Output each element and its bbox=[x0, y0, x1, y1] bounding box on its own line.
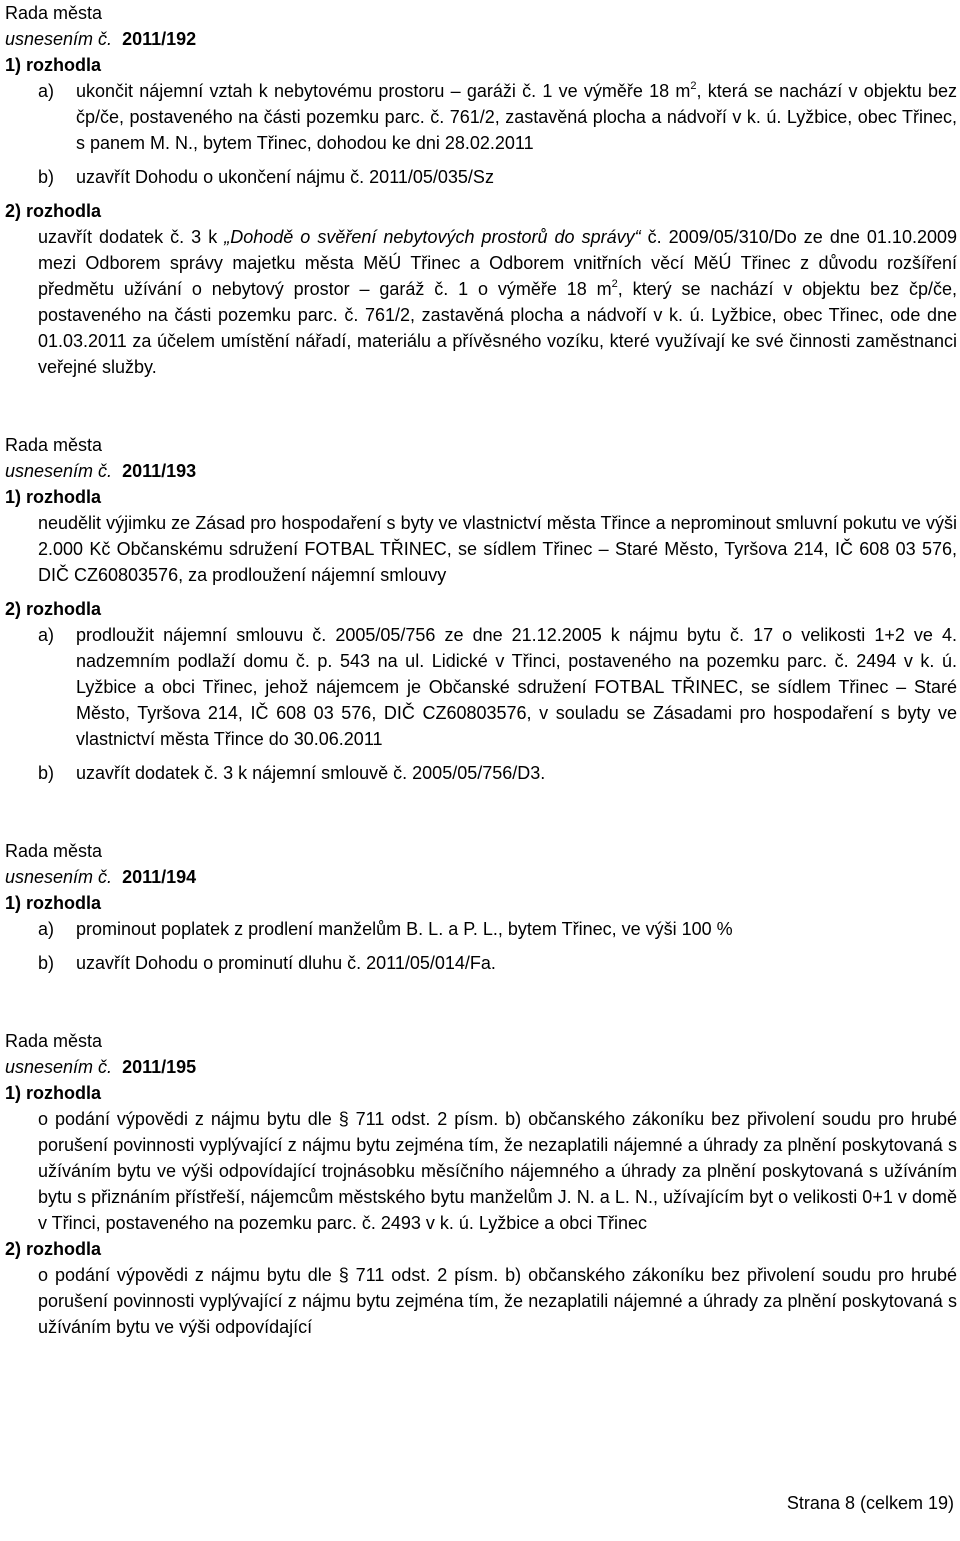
list-item bbox=[38, 622, 957, 752]
item-label: b) bbox=[38, 167, 55, 187]
paragraph-text-cont: č. 2009/05/310/Do ze dne 01.10.2009 mezi Odborem správy majetku města MěÚ Třinec a Odborem vnitřních věcí MěÚ Třinec z důvodu rozšíření předmětu užívání o nebytový prostor – garáž č. 1 o výměře 18 m bbox=[38, 227, 957, 299]
section-heading: 1) rozhodla bbox=[5, 893, 102, 913]
resolution-label: usnesením č. bbox=[5, 461, 113, 481]
resolution-2011-192 bbox=[5, 0, 957, 380]
item-label: a) bbox=[38, 625, 55, 645]
resolution-label: usnesením č. bbox=[5, 29, 113, 49]
item-label: b) bbox=[38, 763, 55, 783]
superscript: 2 bbox=[690, 80, 697, 92]
list-item bbox=[38, 78, 957, 156]
resolution-number-line bbox=[5, 458, 957, 484]
resolution-number: 2011/193 bbox=[122, 461, 197, 481]
item-text: prominout poplatek z prodlení manželům B. L. a P. L., bytem Třinec, ve výši 100 % bbox=[76, 919, 733, 939]
council-heading: Rada města bbox=[5, 841, 103, 861]
section-heading: 1) rozhodla bbox=[5, 1083, 102, 1103]
paragraph-text: uzavřít dodatek č. 3 k bbox=[38, 227, 225, 247]
item-label: b) bbox=[38, 953, 55, 973]
item-text: ukončit nájemní vztah k nebytovému prostoru – garáži č. 1 ve výměře 18 m bbox=[76, 81, 691, 101]
list-item bbox=[38, 916, 957, 942]
section-heading: 1) rozhodla bbox=[5, 55, 102, 75]
superscript: 2 bbox=[611, 278, 618, 290]
resolution-number-line bbox=[5, 864, 957, 890]
section-heading: 2) rozhodla bbox=[5, 599, 102, 619]
item-text-cont: , která se nachází v objektu bez čp/če, postaveného na části pozemku parc. č. 761/2, zastavěná plocha a nádvoří v k. ú. Lyžbice, obec Třinec, s panem M. N., bytem Třinec, dohodou ke dni 28.02.2011 bbox=[76, 81, 957, 153]
resolution-2011-195 bbox=[5, 1028, 957, 1340]
item-text: prodloužit nájemní smlouvu č. 2005/05/756 ze dne 21.12.2005 k nájmu bytu č. 17 o velikosti 1+2 ve 4. nadzemním podlaží domu č. p. 543 na ul. Lidické v Třinci, postaveného na pozemku parc. č. 2494 v k. ú. Lyžbice a obci Třinec, jehož nájemcem je Občanské sdružení FOTBAL TŘINEC, se sídlem Třinec – Staré Město, Tyršova 214, IČ 608 03 576, DIČ CZ60803576, v souladu se Zásadami pro hospodaření s byty ve vlastnictví města Třince do 30.06.2011 bbox=[76, 625, 957, 749]
council-heading: Rada města bbox=[5, 435, 103, 455]
section-heading: 2) rozhodla bbox=[5, 201, 102, 221]
paragraph bbox=[38, 224, 957, 380]
resolution-number-line bbox=[5, 26, 957, 52]
paragraph: neudělit výjimku ze Zásad pro hospodaření s byty ve vlastnictví města Třince a neprominout smluvní pokutu ve výši 2.000 Kč Občanskému sdružení FOTBAL TŘINEC, se sídlem Třinec – Staré Město, Tyršova 214, IČ 608 03 576, DIČ CZ60803576, za prodloužení nájemní smlouvy bbox=[38, 513, 957, 585]
paragraph: o podání výpovědi z nájmu bytu dle § 711 odst. 2 písm. b) občanského zákoníku bez přivolení soudu pro hrubé porušení povinnosti vyplývající z nájmu bytu zejména tím, že nezaplatili nájemné a úhrady za plnění poskytovaná s užíváním bytu ve výši odpovídající trojnásobku měsíčního nájemného a úhrady za plnění poskytovaná s užíváním bytu s přiznáním přístřeší, nájemcům městského bytu manželům J. N. a L. N., užívajícím byt o velikosti 0+1 v domě v Třinci, postaveného na pozemku parc. č. 2493 v k. ú. Lyžbice a obci Třinec bbox=[38, 1109, 957, 1233]
council-heading: Rada města bbox=[5, 3, 103, 23]
resolution-number: 2011/195 bbox=[122, 1057, 197, 1077]
resolution-number: 2011/192 bbox=[122, 29, 197, 49]
section-heading: 1) rozhodla bbox=[5, 487, 102, 507]
italic-title: „Dohodě o svěření nebytových prostorů do správy“ bbox=[224, 227, 641, 247]
page-footer: Strana 8 (celkem 19) bbox=[786, 1493, 954, 1513]
resolution-2011-194 bbox=[5, 838, 957, 976]
resolution-number: 2011/194 bbox=[122, 867, 197, 887]
list-item bbox=[38, 760, 957, 786]
item-text: uzavřít dodatek č. 3 k nájemní smlouvě č. 2005/05/756/D3. bbox=[76, 763, 546, 783]
item-label: a) bbox=[38, 919, 55, 939]
document-page bbox=[5, 0, 957, 1340]
list-item bbox=[38, 950, 957, 976]
list-item bbox=[38, 164, 957, 190]
section-heading: 2) rozhodla bbox=[5, 1239, 102, 1259]
item-text: uzavřít Dohodu o ukončení nájmu č. 2011/05/035/Sz bbox=[76, 167, 494, 187]
resolution-label: usnesením č. bbox=[5, 1057, 113, 1077]
paragraph-text-end: , který se nachází v objektu bez čp/če, postaveného na části pozemku parc. č. 761/2, zastavěná plocha a nádvoří v k. ú. Lyžbice, obec Třinec, ode dne 01.03.2011 za účelem umístění nářadí, materiálu a přívěsného vozíku, které využívají ke své činnosti zaměstnanci veřejné služby. bbox=[38, 279, 958, 377]
item-label: a) bbox=[38, 81, 55, 101]
council-heading: Rada města bbox=[5, 1031, 103, 1051]
resolution-number-line bbox=[5, 1054, 957, 1080]
paragraph: o podání výpovědi z nájmu bytu dle § 711 odst. 2 písm. b) občanského zákoníku bez přivolení soudu pro hrubé porušení povinnosti vyplývající z nájmu bytu zejména tím, že nezaplatili nájemné a úhrady za plnění poskytovaná s užíváním bytu ve výši odpovídající bbox=[38, 1265, 957, 1337]
resolution-2011-193 bbox=[5, 432, 957, 786]
resolution-label: usnesením č. bbox=[5, 867, 113, 887]
item-text: uzavřít Dohodu o prominutí dluhu č. 2011/05/014/Fa. bbox=[76, 953, 496, 973]
